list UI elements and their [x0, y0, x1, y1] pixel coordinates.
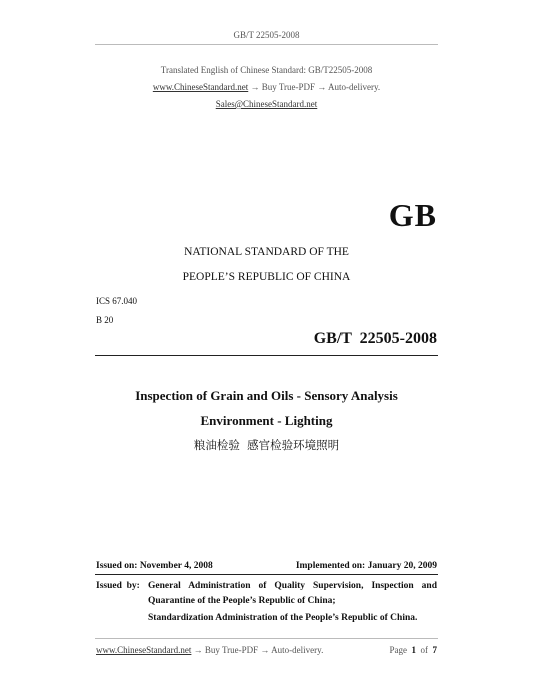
- issuer-line-1: General Administration of Quality Supervision, Inspection and: [148, 581, 437, 591]
- implemented-date: Implemented on: January 20, 2009: [295, 561, 437, 571]
- footer-link-line: [96, 645, 323, 655]
- page-indicator: [390, 645, 438, 655]
- title-line-1: Inspection of Grain and Oils - Sensory Analysis: [135, 388, 398, 403]
- of-word: of: [420, 645, 428, 655]
- issuer-line-2: Quarantine of the People’s Republic of China;: [148, 596, 336, 606]
- running-title: GB/T 22505-2008: [233, 30, 300, 40]
- page-number: 1: [411, 645, 416, 655]
- national-line-2: PEOPLE’S REPUBLIC OF CHINA: [182, 271, 351, 283]
- issued-date: Issued on: November 4, 2008: [96, 561, 213, 571]
- dates-rule: [95, 574, 438, 575]
- footer-divider: [95, 638, 438, 639]
- header-link-line: [0, 82, 533, 92]
- national-line-1: NATIONAL STANDARD OF THE: [184, 246, 349, 258]
- header-divider: [95, 44, 438, 45]
- title-line-2: Environment - Lighting: [200, 413, 333, 428]
- page-total: 7: [432, 645, 437, 655]
- footer-site-link[interactable]: www.ChineseStandard.net: [96, 645, 192, 655]
- header-email-link[interactable]: Sales@ChineseStandard.net: [215, 99, 318, 109]
- issuer-line-3: Standardization Administration of the People’s Republic of China.: [148, 613, 418, 623]
- header-site-link[interactable]: www.ChineseStandard.net: [152, 82, 249, 92]
- gb-logo: GB: [388, 197, 437, 233]
- header-site-tail: → Buy True-PDF → Auto-delivery.: [248, 82, 381, 92]
- header-email-line: [0, 99, 533, 109]
- footer-site-tail: → Buy True-PDF → Auto-delivery.: [191, 645, 324, 655]
- page-word: Page: [389, 645, 407, 655]
- title-chinese: 粮油检验 感官检验环境照明: [193, 438, 340, 452]
- issuer-label: Issued by:: [96, 581, 140, 591]
- ccs-code: B 20: [96, 315, 114, 325]
- ics-code: ICS 67.040: [96, 296, 138, 306]
- standard-number-rule: [95, 355, 438, 356]
- translation-note: Translated English of Chinese Standard: GB/T22505-2008: [160, 65, 373, 75]
- standard-number: GB/T 22505-2008: [313, 330, 437, 347]
